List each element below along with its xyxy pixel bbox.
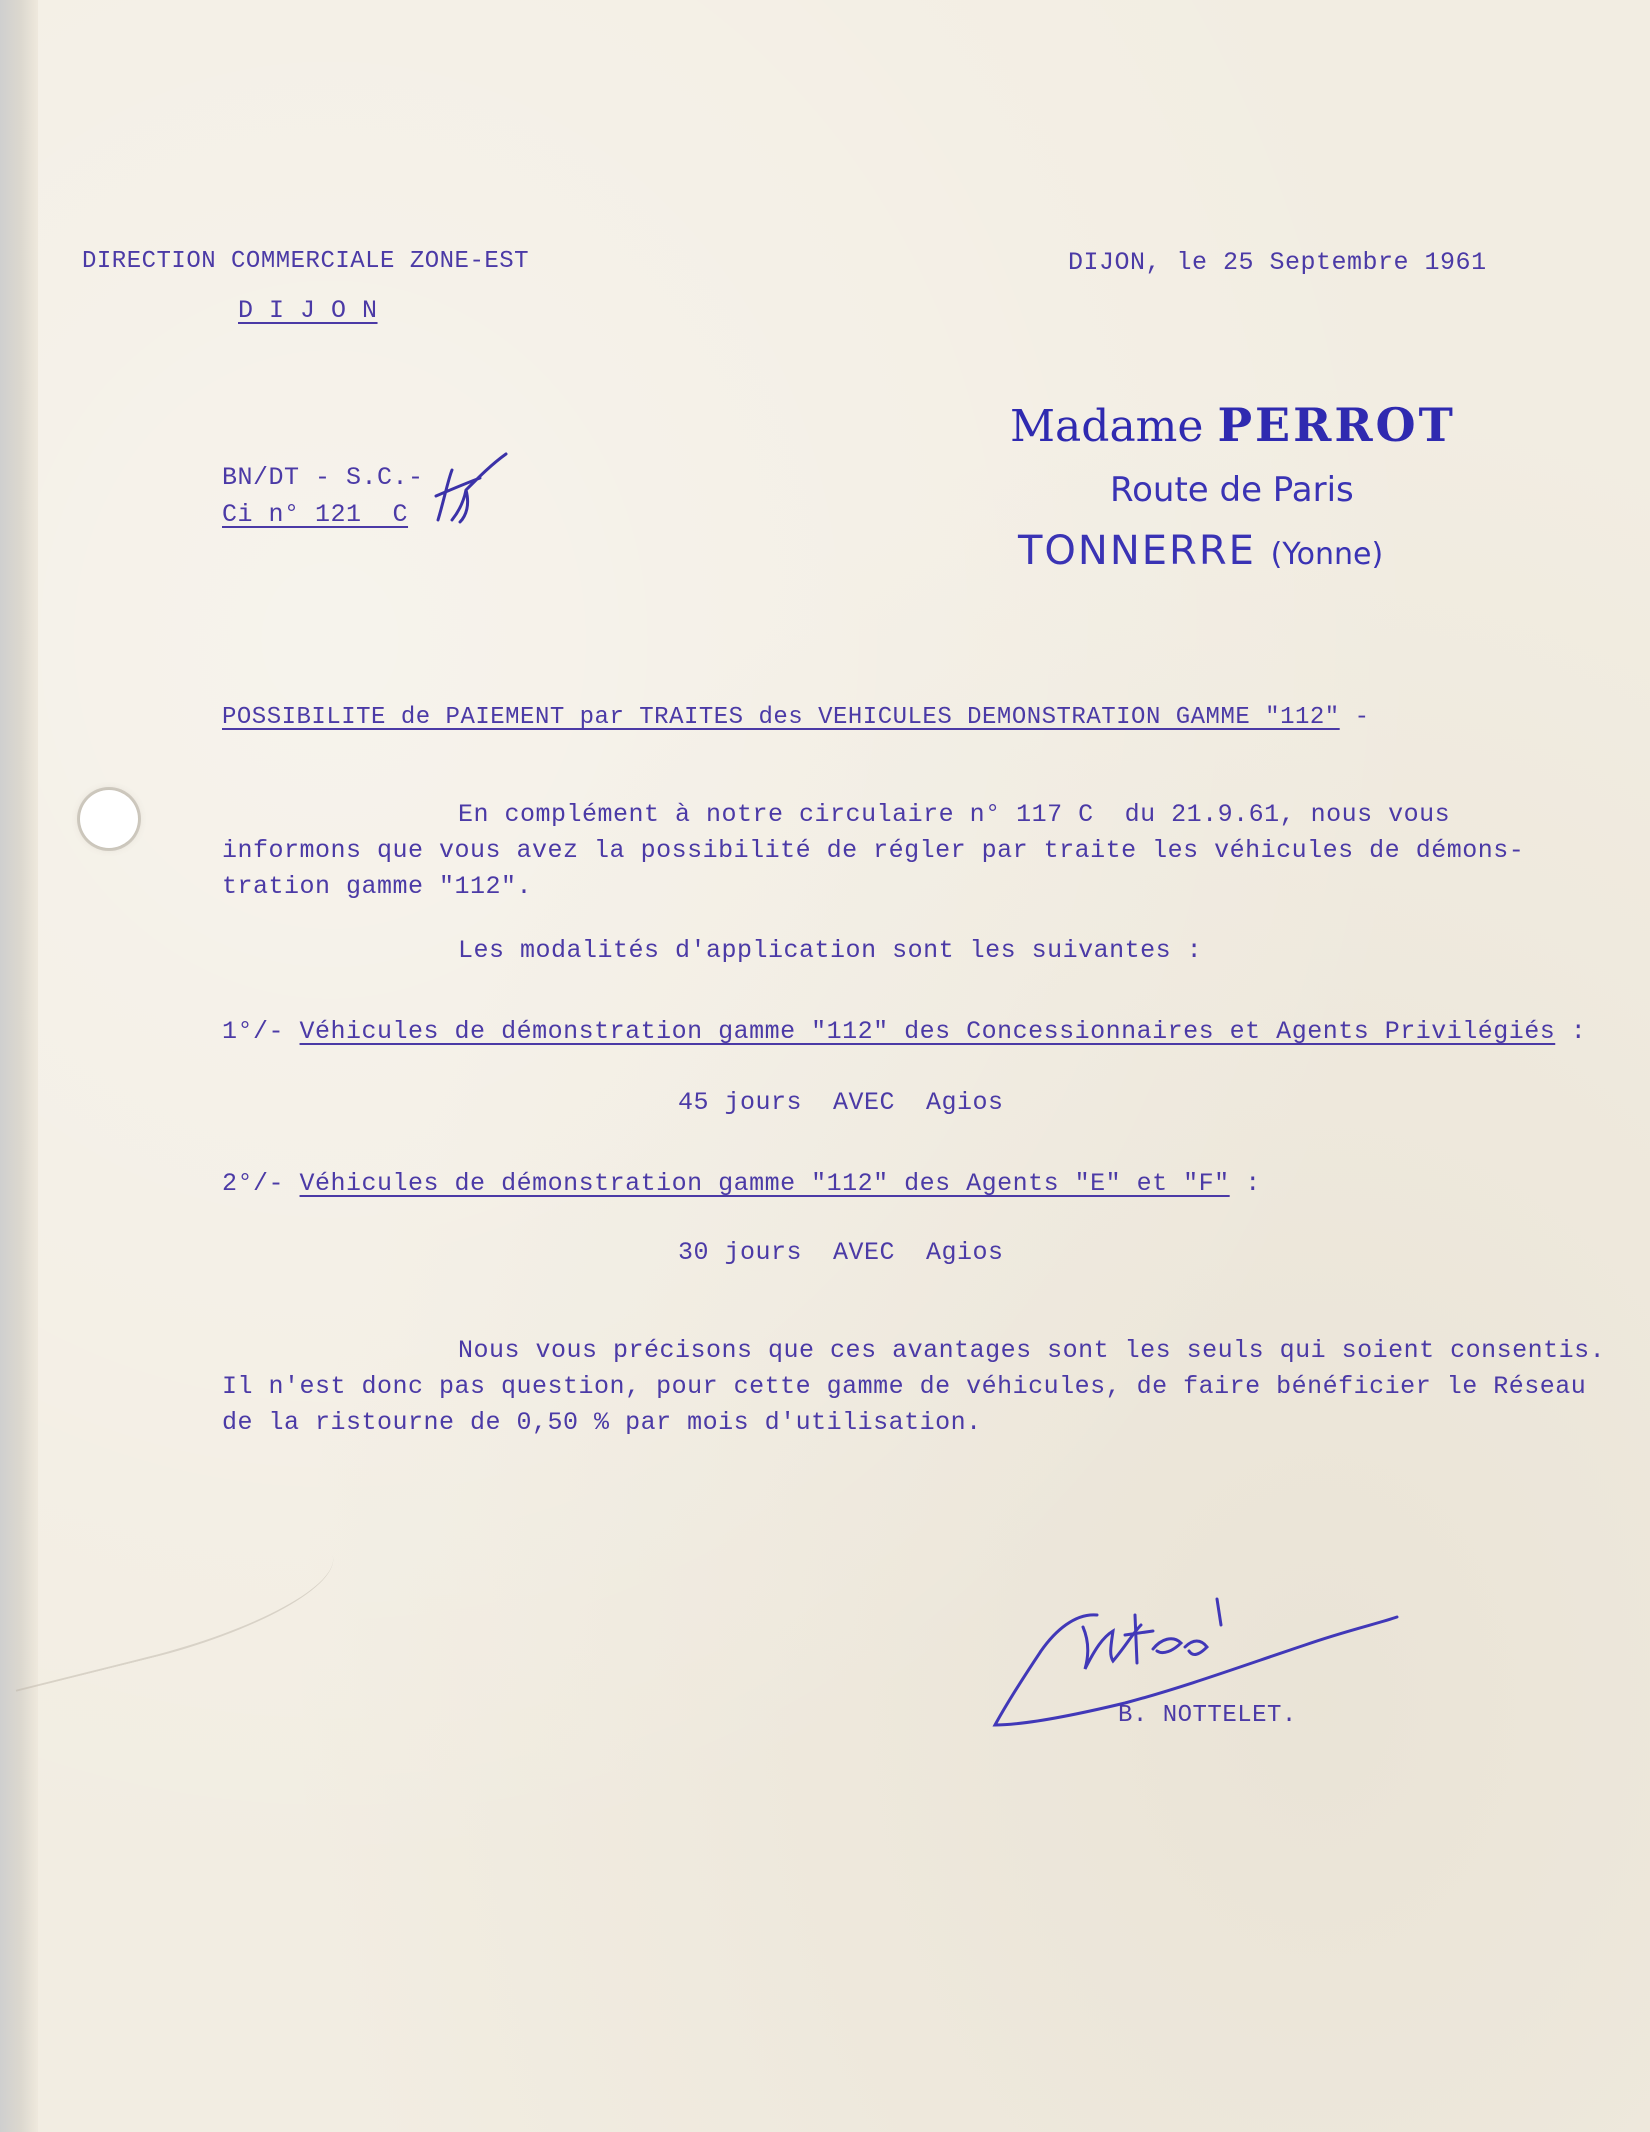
item-1	[222, 1017, 1586, 1046]
recipient-title: Madame	[1010, 401, 1204, 452]
item-1-label: Véhicules de démonstration gamme "112" des Concessionnaires et Agents Privilégiés	[299, 1017, 1556, 1046]
item-2-label: Véhicules de démonstration gamme "112" des Agents "E" et "F"	[299, 1169, 1230, 1198]
signatory-name: B. NOTTELET.	[1118, 1702, 1297, 1729]
recipient-street: Route de Paris	[1110, 470, 1354, 510]
item-1-number: 1°/-	[222, 1017, 285, 1046]
subject-line	[222, 704, 1370, 731]
intro-line-3: tration gamme "112".	[222, 872, 533, 901]
reference-line-1: BN/DT - S.C.-	[222, 463, 424, 492]
recipient-surname: PERROT	[1217, 398, 1456, 452]
intro-line-1: En complément à notre circulaire n° 117 C du 21.9.61, nous vous	[458, 800, 1451, 829]
recipient-name	[1010, 398, 1456, 452]
item-2-number: 2°/-	[222, 1169, 285, 1198]
sender-city: D I J O N	[238, 296, 378, 325]
subject: POSSIBILITE de PAIEMENT par TRAITES des VEHICULES DEMONSTRATION GAMME "112"	[222, 704, 1340, 731]
item-2	[222, 1169, 1261, 1198]
intro-line-2: informons que vous avez la possibilité de régler par traite les véhicules de démons-	[222, 836, 1525, 865]
handwritten-initials	[430, 450, 510, 530]
date-line: DIJON, le 25 Septembre 1961	[1068, 248, 1487, 277]
modalities-line: Les modalités d'application sont les suivantes :	[458, 936, 1203, 965]
item-1-colon: :	[1555, 1017, 1587, 1046]
item-1-terms: 45 jours AVEC Agios	[678, 1088, 1004, 1117]
paper-left-edge	[0, 0, 38, 2132]
closing-line-1: Nous vous précisons que ces avantages sont les seuls qui soient consentis.	[458, 1336, 1606, 1365]
closing-line-2: Il n'est donc pas question, pour cette gamme de véhicules, de faire bénéficier le Réseau	[222, 1372, 1587, 1401]
subject-suffix: -	[1339, 704, 1370, 731]
recipient-region: (Yonne)	[1270, 537, 1384, 572]
recipient-city-line	[1018, 528, 1383, 574]
closing-line-3: de la ristourne de 0,50 % par mois d'utilisation.	[222, 1408, 982, 1437]
recipient-city: TONNERRE	[1018, 528, 1256, 574]
sender-line: DIRECTION COMMERCIALE ZONE-EST	[82, 248, 530, 275]
punch-hole	[80, 790, 138, 848]
item-2-terms: 30 jours AVEC Agios	[678, 1238, 1004, 1267]
reference-line-2: Ci n° 121 C	[222, 500, 409, 529]
item-2-colon: :	[1229, 1169, 1261, 1198]
